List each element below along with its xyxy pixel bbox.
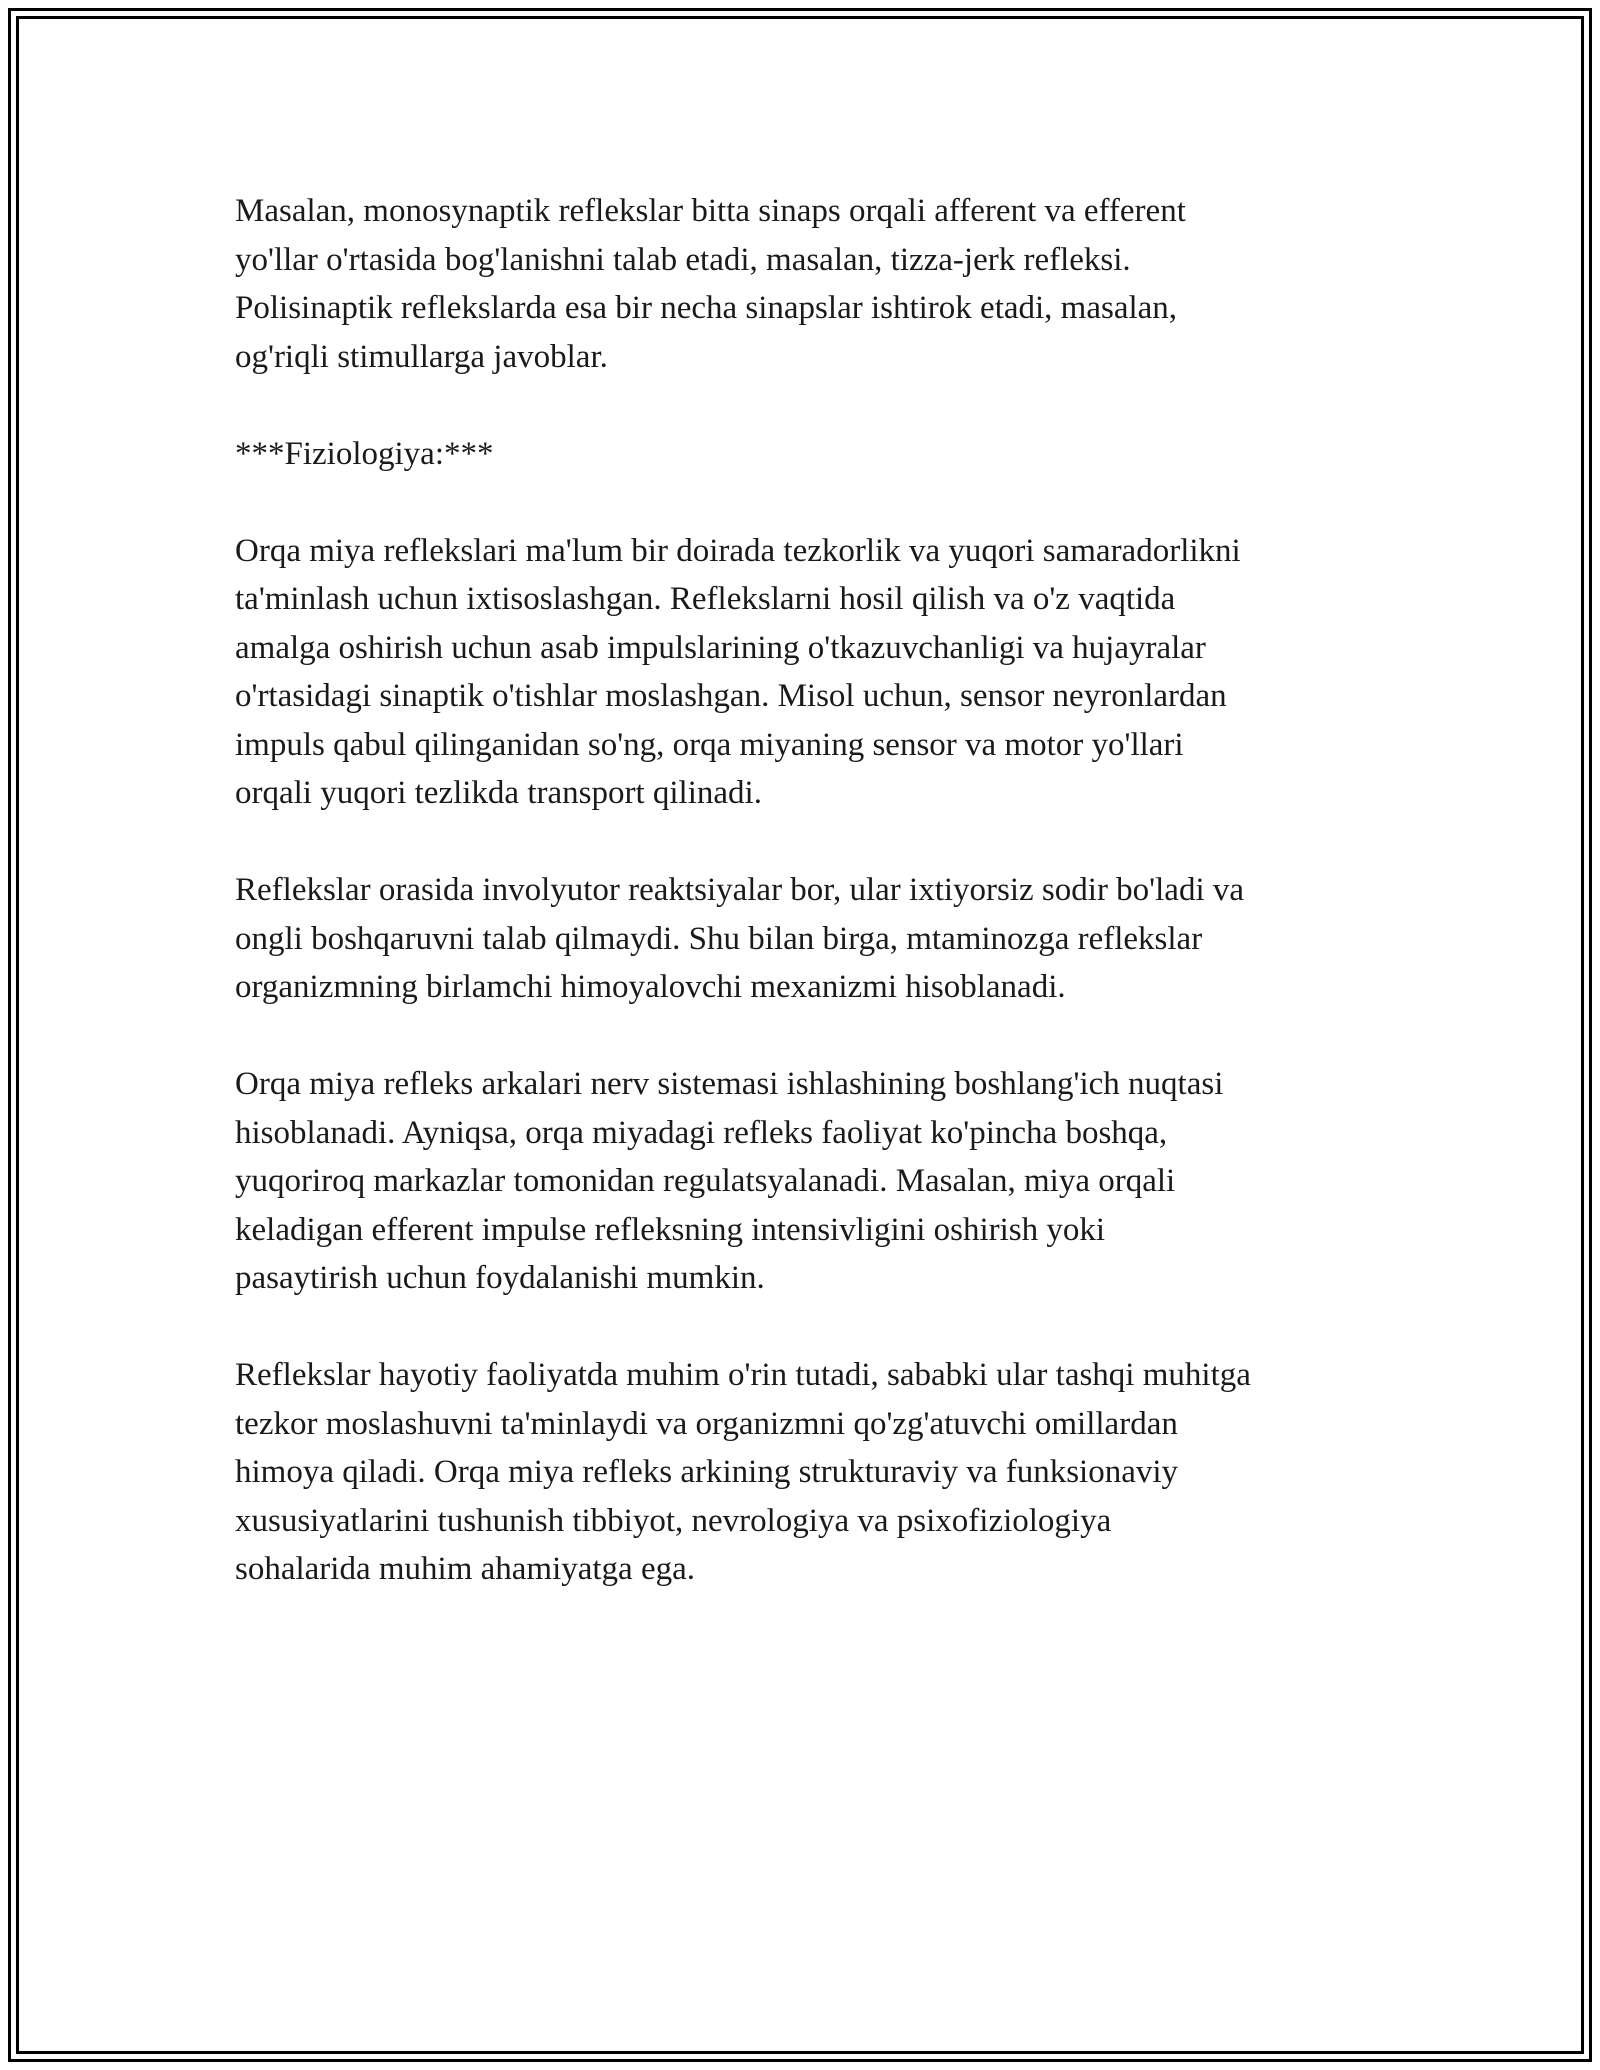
paragraph-vital-activity: Reflekslar hayotiy faoliyatda muhim o'rin tutadi, sababki ular tashqi muhitga tezkor moslashuvni ta'minlaydi va organizmni qo'zg'atuvchi omillardan himoya qiladi. Orqa miya refleks arkining strukturaviy va funksionaviy xususiyatlarini tushunish tibbiyot, nevrologiya va psixofiziologiya sohalarida muhim ahamiyatga ega. <box>235 1357 1251 1587</box>
paragraph-reflex-arcs: Orqa miya refleks arkalari nerv sistemasi ishlashining boshlang'ich nuqtasi hisoblanadi. Ayniqsa, orqa miyadagi refleks faoliyat ko'pincha boshqa, yuqoriroq markazlar tomonidan regulatsyalanadi. Masalan, miya orqali keladigan efferent impulse refleksning intensivligini oshirish yoki pasaytirish uchun foydalanishi mumkin. <box>235 1066 1224 1296</box>
paragraph-monosynaptic: Masalan, monosynaptik reflekslar bitta sinaps orqali afferent va efferent yo'llar o'rtasida bog'lanishni talab etadi, masalan, tizza-jerk refleksi. Polisinaptik reflekslarda esa bir necha sinapslar ishtirok etadi, masalan, og'riqli stimullarga javoblar. <box>235 193 1186 375</box>
paragraph-spinal-reflexes: Orqa miya reflekslari ma'lum bir doirada tezkorlik va yuqori samaradorlikni ta'minlash uchun ixtisoslashgan. Reflekslarni hosil qilish va o'z vaqtida amalga oshirish uchun asab impulslarining o'tkazuvchanligi va hujayralar o'rtasidagi sinaptik o'tishlar moslashgan. Misol uchun, sensor neyronlardan impuls qabul qilinganidan so'ng, orqa miyaning sensor va motor yo'llari orqali yuqori tezlikda transport qilinadi. <box>235 532 1241 811</box>
paragraph-involuntary-reactions: Reflekslar orasida involyutor reaktsiyalar bor, ular ixtiyorsiz sodir bo'ladi va ongli boshqaruvni talab qilmaydi. Shu bilan birga, mtaminozga reflekslar organizmning birlamchi himoyalovchi mexanizmi hisoblanadi. <box>235 872 1245 1005</box>
document-body <box>235 187 1365 1642</box>
section-heading-fiziologiya: ***Fiziologiya:*** <box>235 435 494 472</box>
